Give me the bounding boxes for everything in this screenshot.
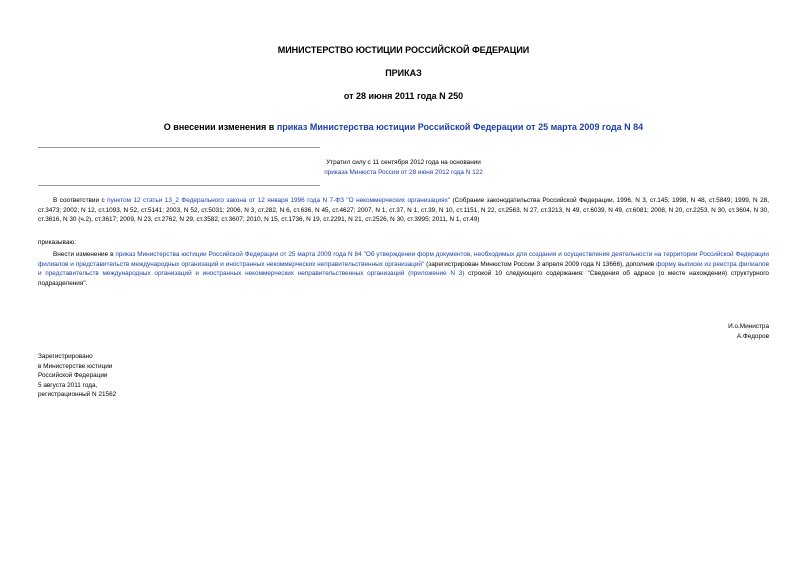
order-link-form[interactable]: форму выписки из реестра филиалов и представительств международных организаций и иностранных некоммерческих неправительственных организаций (приложение N 3) [38,260,769,278]
order-link-order-84[interactable]: приказ Министерства юстиции Российской Федерации от 25 марта 2009 года N 84 "Об утверждении форм документов, необходимых для создания и осуществления деятельности на территории Российской Федерации филиалов и представительств международных организаций и иностранных некоммерческих неправительственных организаций" [38,251,769,268]
document-type: ПРИКАЗ [385,68,422,78]
registration-block [38,352,116,400]
status-note-text: Утратил силу с 11 сентября 2012 года на основании [326,159,481,166]
registration-line: 5 августа 2011 года, [38,381,98,389]
preamble-text-rest: (Собрание законодательства Российской Федерации, 1996, N 3, ст.145; 1998, N 48, ст.5849; 1999, N 28, ст.3473; 2002, N 12, ст.1093, N 52, ст.5141; 2003, N 52, ст.5031; 2006, N 3, ст.282, N 6, ст.636, N 45, ст.4627; 2007, N 1, ст.37, N 1, ст.39, N 10, ст.1151, N 22, ст.2563, N 27, ст.3213, N 49, ст.6039, N 49, ст.6081; 2008, N 20, ст.2253, N 30, ст.3604, N 30, ст.3616, N 30 (ч.2), ст.3617; 2009, N 23, ст.2762, N 29, ст.3582, ст.3607; 2010, N 15, ст.1736, N 19, ст.2291, N 21, ст.2526, N 30, ст.3995; 2011, N 1, ст.49) [38,197,769,224]
preamble-law-link[interactable]: пунктом 12 статьи 13_2 Федерального закона от 12 января 1996 года N 7-ФЗ "О некоммерческих организациях" [107,197,451,204]
registration-line: Зарегистрировано [38,353,93,360]
registration-line: Российской Федерации [38,372,108,380]
divider-bottom [38,185,320,186]
signature-name: А.Федоров [736,332,769,340]
order-text-middle: (зарегистрирован Минюстом России 3 апреля 2009 года N 13666), дополнив [424,260,657,268]
order-text-end: строкой 10 следующего содержания: "Сведения об адресе (о месте нахождения) структурного подразделения". [38,270,769,287]
preamble-text-start: В соответствии с [53,197,108,204]
document-title-link[interactable]: приказ Министерства юстиции Российской Федерации от 25 марта 2009 года N 84 [276,122,644,132]
document-title-text: О внесении изменения в [163,122,277,132]
order-paragraph [38,250,769,288]
ministry-heading: МИНИСТЕРСТВО ЮСТИЦИИ РОССИЙСКОЙ ФЕДЕРАЦИИ [277,45,530,55]
status-note-link[interactable]: приказа Минюста России от 28 июня 2012 года N 122 [324,168,483,176]
divider-top [38,147,320,148]
signature-position: И.о.Министра [728,323,769,330]
signature-block [728,322,769,341]
status-note [0,158,807,177]
order-text-start: Внести изменение в [53,251,116,258]
document-date-number: от 28 июня 2011 года N 250 [343,91,464,101]
order-word: приказываю: [38,239,76,246]
document-title [0,122,807,132]
preamble-paragraph [38,196,769,225]
registration-line: регистрационный N 21562 [38,391,117,399]
registration-line: в Министерстве юстиции [38,362,113,370]
